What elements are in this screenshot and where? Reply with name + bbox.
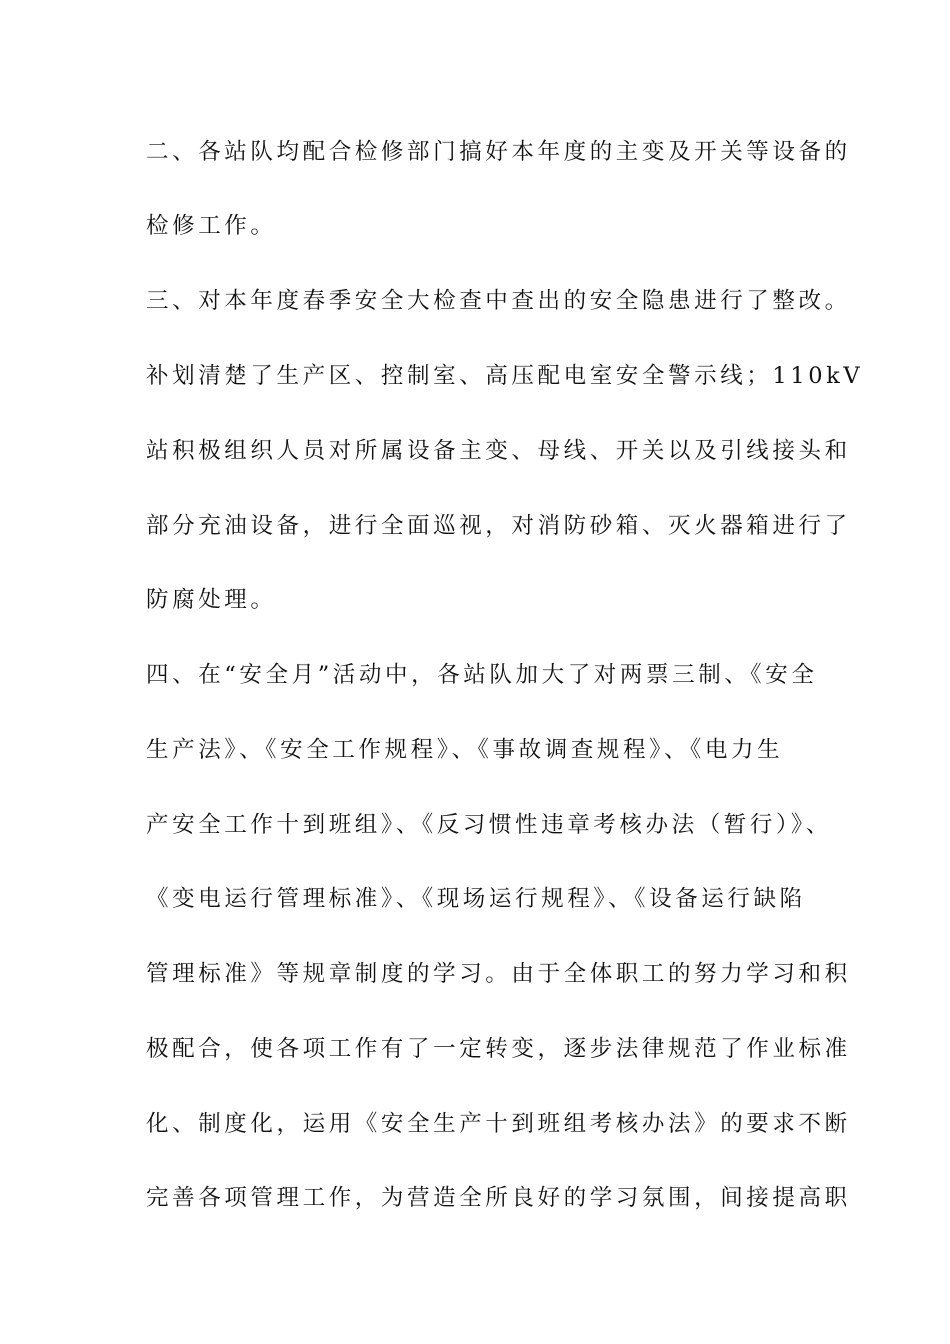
text-line-6: 部分充油设备，进行全面巡视，对消防砂箱、灭火器箱进行了 xyxy=(146,513,851,539)
text-line-15: 完善各项管理工作，为营造全所良好的学习氛围，间接提高职 xyxy=(146,1185,851,1211)
text-line-2: 检修工作。 xyxy=(146,213,277,239)
text-line-8: 四、在“安全月”活动中，各站队加大了对两票三制、《安全 xyxy=(146,662,818,688)
text-line-9: 生产法》、《安全工作规程》、《事故调查规程》、《电力生 xyxy=(146,737,784,763)
text-line-12: 管理标准》等规章制度的学习。由于全体职工的努力学习和积 xyxy=(146,961,851,987)
text-line-7: 防腐处理。 xyxy=(146,587,277,613)
text-line-5: 站积极组织人员对所属设备主变、母线、开关以及引线接头和 xyxy=(146,438,851,464)
text-line-11: 《变电运行管理标准》、《现场运行规程》、《设备运行缺陷 xyxy=(146,886,806,912)
text-line-3: 三、对本年度春季安全大检查中查出的安全隐患进行了整改。 xyxy=(146,288,851,314)
text-line-10: 产安全工作十到班组》、《反习惯性违章考核办法（暂行）》、 xyxy=(146,812,832,838)
text-line-13: 极配合，使各项工作有了一定转变，逐步法律规范了作业标准 xyxy=(146,1036,851,1062)
text-line-4: 补划清楚了生产区、控制室、高压配电室安全警示线；110kV xyxy=(146,363,864,389)
text-line-14: 化、制度化，运用《安全生产十到班组考核办法》的要求不断 xyxy=(146,1111,851,1137)
text-line-1: 二、各站队均配合检修部门搞好本年度的主变及开关等设备的 xyxy=(146,139,851,165)
